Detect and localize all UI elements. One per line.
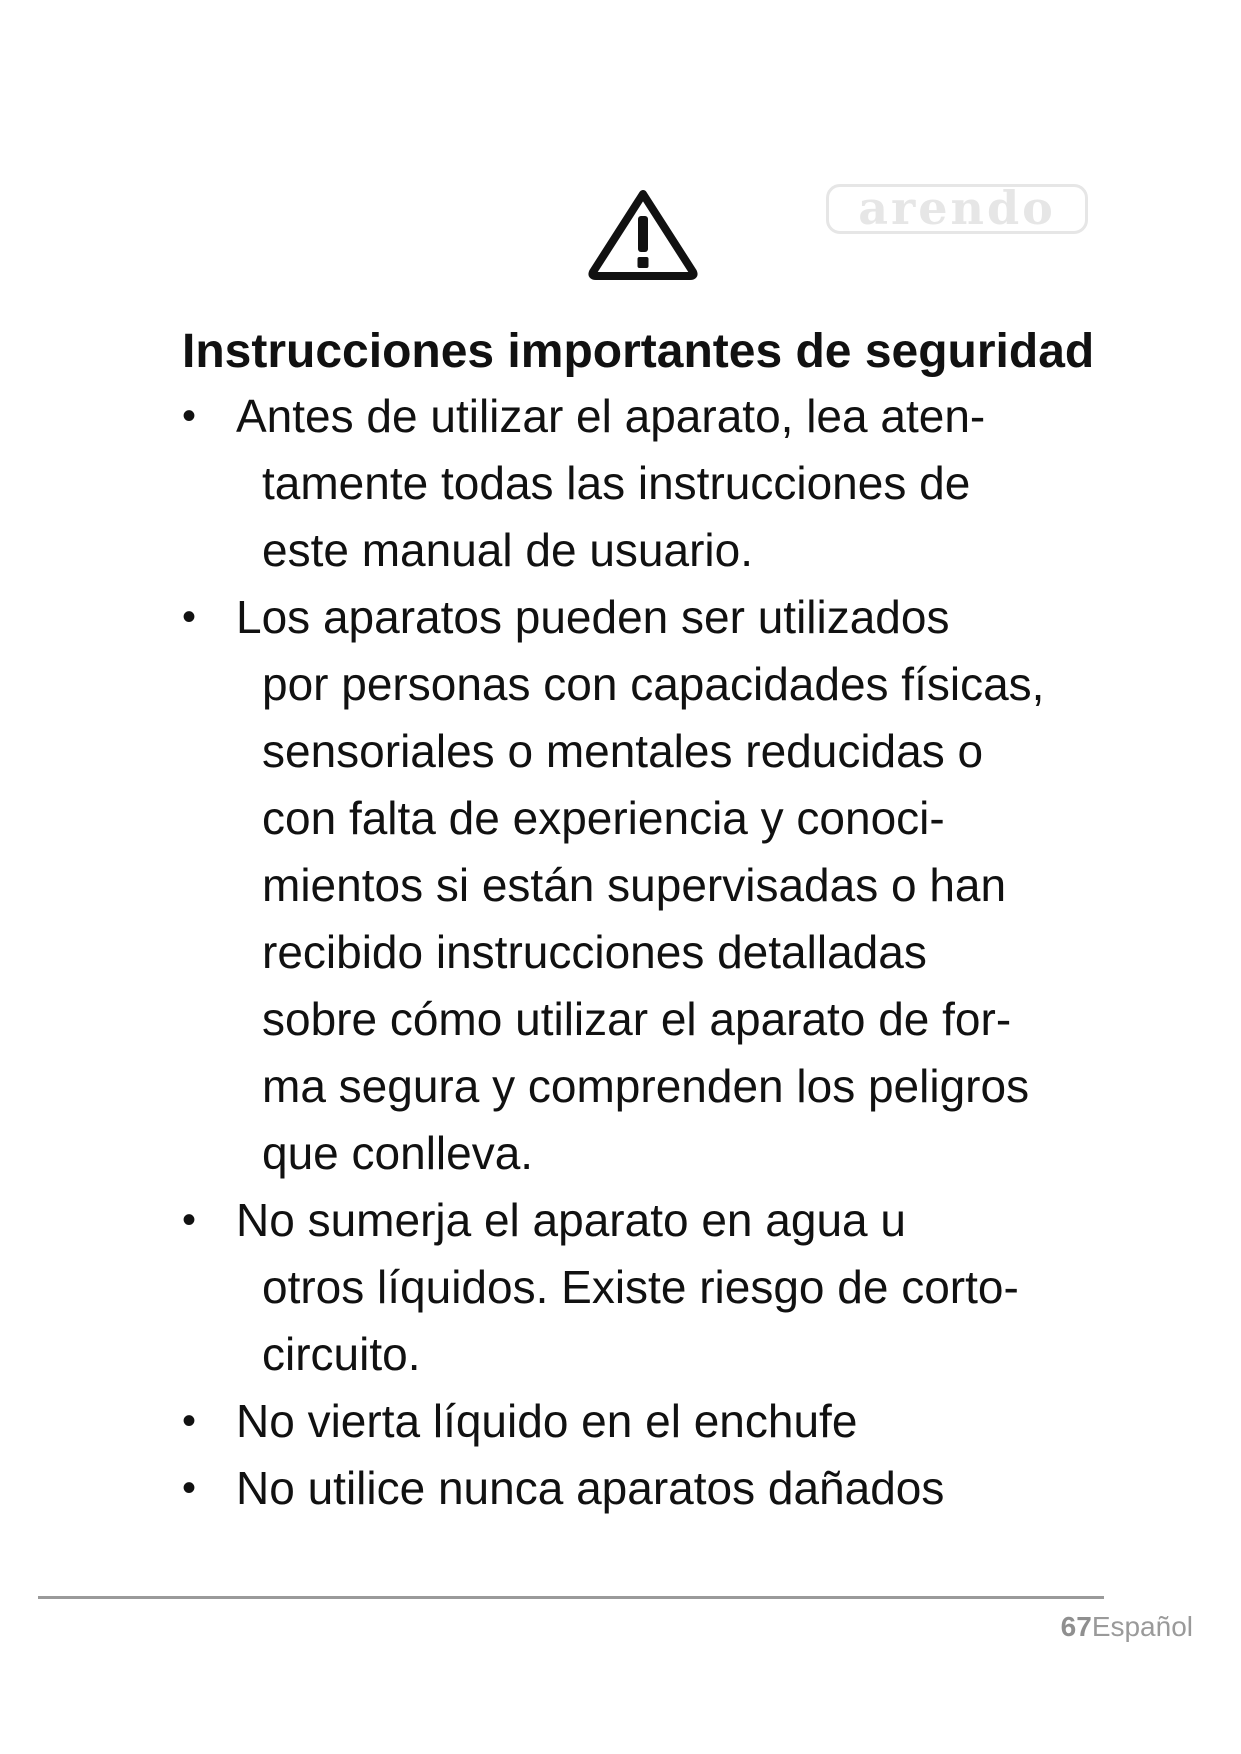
page-footer xyxy=(1061,1610,1193,1644)
list-item-text: No utilice nunca aparatos dañados xyxy=(236,1462,945,1514)
list-item xyxy=(182,383,1122,584)
list-item-text: Antes de utilizar el aparato, lea aten- tamente todas las instrucciones de este manual de usuario. xyxy=(236,390,986,576)
safety-instructions-list xyxy=(182,383,1122,1522)
bullet-marker: • xyxy=(182,1399,197,1443)
bullet-marker: • xyxy=(182,595,197,639)
footer-divider xyxy=(38,1596,1104,1599)
list-item xyxy=(182,1187,1122,1388)
bullet-marker: • xyxy=(182,1198,197,1242)
document-title: Instrucciones importantes de seguridad xyxy=(182,325,1095,379)
list-item-text: Los aparatos pueden ser utilizados por personas con capacidades físicas, sensoriales o mentales reducidas o con falta de experiencia y conoci- mientos si están supervisadas o han recibido instrucciones detalladas sobre cómo utilizar el aparato de for- ma segura y comprenden los peligros que conlleva. xyxy=(236,591,1045,1179)
list-item xyxy=(182,1455,1122,1522)
brand-logo-text: arendo xyxy=(858,181,1056,235)
brand-logo-watermark xyxy=(826,181,1088,235)
list-item xyxy=(182,1388,1122,1455)
bullet-marker: • xyxy=(182,394,197,438)
list-item xyxy=(182,584,1122,1187)
list-item-text: No vierta líquido en el enchufe xyxy=(236,1395,858,1447)
list-item-text: No sumerja el aparato en agua u otros líquidos. Existe riesgo de corto- circuito. xyxy=(236,1194,1019,1380)
warning-triangle-icon xyxy=(585,186,701,282)
footer-language: Español xyxy=(1091,1611,1193,1642)
page-number: 67 xyxy=(1060,1611,1092,1642)
bullet-marker: • xyxy=(182,1466,197,1510)
